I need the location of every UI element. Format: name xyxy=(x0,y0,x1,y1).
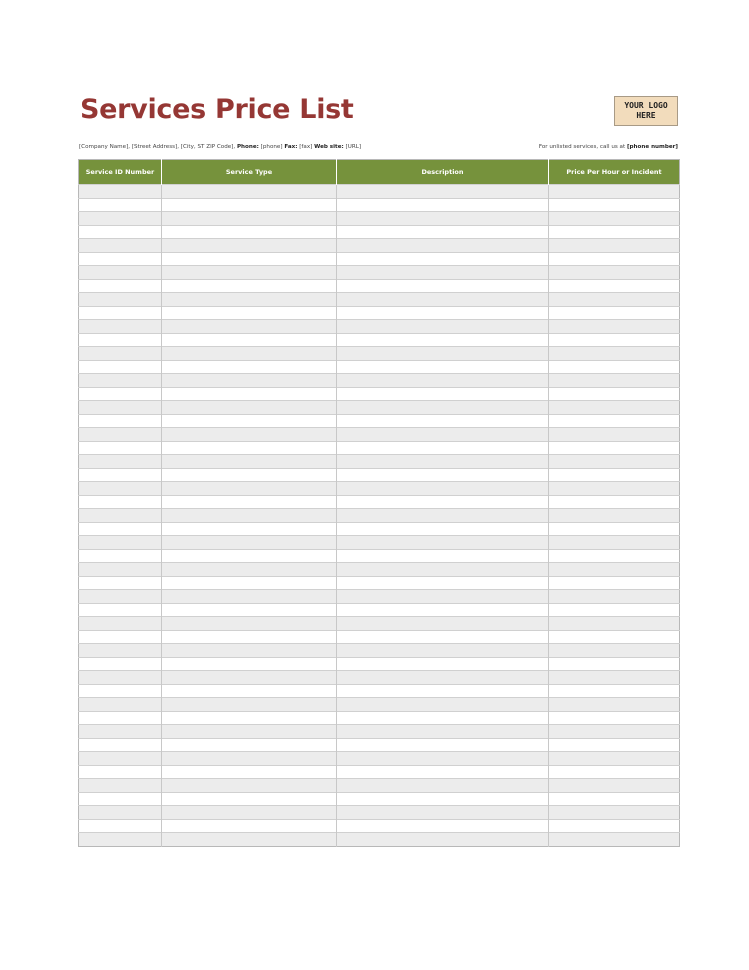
table-row xyxy=(79,387,680,401)
service-id-cell[interactable] xyxy=(79,374,162,388)
service-type-cell[interactable] xyxy=(162,576,337,590)
service-type-cell[interactable] xyxy=(162,495,337,509)
service-id-cell[interactable] xyxy=(79,455,162,469)
service-type-cell[interactable] xyxy=(162,333,337,347)
table-row xyxy=(79,738,680,752)
logo-text-line1: YOUR LOGO xyxy=(624,101,668,110)
price-cell[interactable] xyxy=(549,212,680,226)
service-id-cell[interactable] xyxy=(79,819,162,833)
price-cell[interactable] xyxy=(549,806,680,820)
table-row xyxy=(79,239,680,253)
service-id-cell[interactable] xyxy=(79,360,162,374)
table-row xyxy=(79,657,680,671)
fax-label: Fax: xyxy=(284,144,298,150)
service-type-cell[interactable] xyxy=(162,617,337,631)
description-cell[interactable] xyxy=(337,347,549,361)
table-row xyxy=(79,819,680,833)
service-type-cell[interactable] xyxy=(162,320,337,334)
description-cell[interactable] xyxy=(337,455,549,469)
service-id-cell[interactable] xyxy=(79,738,162,752)
description-cell[interactable] xyxy=(337,293,549,307)
price-cell[interactable] xyxy=(549,738,680,752)
service-type-cell[interactable] xyxy=(162,185,337,199)
service-id-cell[interactable] xyxy=(79,293,162,307)
price-cell[interactable] xyxy=(549,198,680,212)
description-cell[interactable] xyxy=(337,671,549,685)
service-id-cell[interactable] xyxy=(79,833,162,847)
service-id-cell[interactable] xyxy=(79,752,162,766)
service-type-cell[interactable] xyxy=(162,684,337,698)
logo-placeholder xyxy=(614,96,678,126)
unlisted-note-phone: [phone number] xyxy=(626,144,678,150)
description-cell[interactable] xyxy=(337,360,549,374)
description-cell[interactable] xyxy=(337,833,549,847)
service-id-cell[interactable] xyxy=(79,711,162,725)
price-cell[interactable] xyxy=(549,617,680,631)
service-type-cell[interactable] xyxy=(162,360,337,374)
description-cell[interactable] xyxy=(337,765,549,779)
description-cell[interactable] xyxy=(337,333,549,347)
service-id-cell[interactable] xyxy=(79,320,162,334)
table-row xyxy=(79,671,680,685)
table-row xyxy=(79,644,680,658)
service-type-cell[interactable] xyxy=(162,711,337,725)
service-id-cell[interactable] xyxy=(79,590,162,604)
table-row xyxy=(79,752,680,766)
description-cell[interactable] xyxy=(337,185,549,199)
description-cell[interactable] xyxy=(337,252,549,266)
description-cell[interactable] xyxy=(337,563,549,577)
description-cell[interactable] xyxy=(337,320,549,334)
price-cell[interactable] xyxy=(549,671,680,685)
table-row xyxy=(79,401,680,415)
service-type-cell[interactable] xyxy=(162,671,337,685)
description-cell[interactable] xyxy=(337,441,549,455)
table-row xyxy=(79,806,680,820)
service-type-cell[interactable] xyxy=(162,212,337,226)
table-row xyxy=(79,522,680,536)
service-id-cell[interactable] xyxy=(79,279,162,293)
table-row xyxy=(79,698,680,712)
service-id-cell[interactable] xyxy=(79,509,162,523)
price-cell[interactable] xyxy=(549,495,680,509)
company-info-line xyxy=(79,144,361,150)
table-row xyxy=(79,198,680,212)
price-cell[interactable] xyxy=(549,657,680,671)
service-type-cell[interactable] xyxy=(162,590,337,604)
description-cell[interactable] xyxy=(337,590,549,604)
price-cell[interactable] xyxy=(549,779,680,793)
table-header-row xyxy=(79,160,680,185)
table-row xyxy=(79,725,680,739)
service-type-cell[interactable] xyxy=(162,293,337,307)
description-cell[interactable] xyxy=(337,576,549,590)
column-header-service-type: Service Type xyxy=(162,160,337,185)
table-row xyxy=(79,536,680,550)
price-cell[interactable] xyxy=(549,360,680,374)
table-row xyxy=(79,414,680,428)
table-row xyxy=(79,779,680,793)
price-cell[interactable] xyxy=(549,590,680,604)
column-header-price: Price Per Hour or Incident xyxy=(549,160,680,185)
table-row xyxy=(79,252,680,266)
service-id-cell[interactable] xyxy=(79,792,162,806)
price-cell[interactable] xyxy=(549,603,680,617)
service-type-cell[interactable] xyxy=(162,482,337,496)
description-cell[interactable] xyxy=(337,536,549,550)
table-row xyxy=(79,603,680,617)
description-cell[interactable] xyxy=(337,819,549,833)
service-type-cell[interactable] xyxy=(162,374,337,388)
table-row xyxy=(79,374,680,388)
service-id-cell[interactable] xyxy=(79,536,162,550)
price-cell[interactable] xyxy=(549,819,680,833)
price-cell[interactable] xyxy=(549,279,680,293)
fax-value: [fax] xyxy=(299,144,313,150)
description-cell[interactable] xyxy=(337,239,549,253)
table-row xyxy=(79,576,680,590)
column-header-service-id: Service ID Number xyxy=(79,160,162,185)
price-cell[interactable] xyxy=(549,536,680,550)
description-cell[interactable] xyxy=(337,401,549,415)
service-type-cell[interactable] xyxy=(162,657,337,671)
description-cell[interactable] xyxy=(337,374,549,388)
service-type-cell[interactable] xyxy=(162,549,337,563)
table-row xyxy=(79,563,680,577)
table-row xyxy=(79,279,680,293)
logo-text-line2: HERE xyxy=(636,111,656,120)
price-cell[interactable] xyxy=(549,455,680,469)
price-cell[interactable] xyxy=(549,333,680,347)
website-label: Web site: xyxy=(314,144,344,150)
service-type-cell[interactable] xyxy=(162,401,337,415)
service-type-cell[interactable] xyxy=(162,779,337,793)
price-cell[interactable] xyxy=(549,468,680,482)
price-cell[interactable] xyxy=(549,374,680,388)
service-id-cell[interactable] xyxy=(79,644,162,658)
price-cell[interactable] xyxy=(549,414,680,428)
service-id-cell[interactable] xyxy=(79,212,162,226)
description-cell[interactable] xyxy=(337,644,549,658)
service-type-cell[interactable] xyxy=(162,441,337,455)
price-cell[interactable] xyxy=(549,252,680,266)
service-type-cell[interactable] xyxy=(162,225,337,239)
service-type-cell[interactable] xyxy=(162,725,337,739)
price-cell[interactable] xyxy=(549,698,680,712)
price-cell[interactable] xyxy=(549,239,680,253)
description-cell[interactable] xyxy=(337,617,549,631)
price-cell[interactable] xyxy=(549,482,680,496)
service-type-cell[interactable] xyxy=(162,266,337,280)
service-id-cell[interactable] xyxy=(79,401,162,415)
service-id-cell[interactable] xyxy=(79,198,162,212)
price-cell[interactable] xyxy=(549,522,680,536)
service-type-cell[interactable] xyxy=(162,752,337,766)
service-type-cell[interactable] xyxy=(162,522,337,536)
service-id-cell[interactable] xyxy=(79,387,162,401)
column-header-description: Description xyxy=(337,160,549,185)
table-row xyxy=(79,630,680,644)
price-cell[interactable] xyxy=(549,752,680,766)
description-cell[interactable] xyxy=(337,711,549,725)
table-row xyxy=(79,266,680,280)
table-row xyxy=(79,293,680,307)
table-row xyxy=(79,347,680,361)
phone-value: [phone] xyxy=(260,144,283,150)
price-cell[interactable] xyxy=(549,266,680,280)
description-cell[interactable] xyxy=(337,779,549,793)
service-id-cell[interactable] xyxy=(79,333,162,347)
description-cell[interactable] xyxy=(337,549,549,563)
description-cell[interactable] xyxy=(337,225,549,239)
table-row xyxy=(79,495,680,509)
service-type-cell[interactable] xyxy=(162,387,337,401)
service-id-cell[interactable] xyxy=(79,671,162,685)
description-cell[interactable] xyxy=(337,266,549,280)
description-cell[interactable] xyxy=(337,684,549,698)
price-cell[interactable] xyxy=(549,401,680,415)
service-id-cell[interactable] xyxy=(79,549,162,563)
table-row xyxy=(79,185,680,199)
service-type-cell[interactable] xyxy=(162,198,337,212)
table-row xyxy=(79,212,680,226)
description-cell[interactable] xyxy=(337,792,549,806)
service-id-cell[interactable] xyxy=(79,684,162,698)
description-cell[interactable] xyxy=(337,414,549,428)
price-cell[interactable] xyxy=(549,576,680,590)
price-cell[interactable] xyxy=(549,293,680,307)
price-cell[interactable] xyxy=(549,549,680,563)
table-row xyxy=(79,509,680,523)
price-cell[interactable] xyxy=(549,320,680,334)
service-id-cell[interactable] xyxy=(79,522,162,536)
description-cell[interactable] xyxy=(337,738,549,752)
service-type-cell[interactable] xyxy=(162,252,337,266)
description-cell[interactable] xyxy=(337,306,549,320)
table-row xyxy=(79,617,680,631)
table-row xyxy=(79,833,680,847)
service-id-cell[interactable] xyxy=(79,765,162,779)
service-id-cell[interactable] xyxy=(79,657,162,671)
service-id-cell[interactable] xyxy=(79,617,162,631)
price-cell[interactable] xyxy=(549,644,680,658)
unlisted-note-text: For unlisted services, call us at xyxy=(538,144,626,150)
price-cell[interactable] xyxy=(549,347,680,361)
table-row xyxy=(79,711,680,725)
service-id-cell[interactable] xyxy=(79,347,162,361)
price-cell[interactable] xyxy=(549,630,680,644)
service-id-cell[interactable] xyxy=(79,630,162,644)
service-type-cell[interactable] xyxy=(162,279,337,293)
description-cell[interactable] xyxy=(337,522,549,536)
service-type-cell[interactable] xyxy=(162,428,337,442)
table-row xyxy=(79,765,680,779)
description-cell[interactable] xyxy=(337,279,549,293)
service-type-cell[interactable] xyxy=(162,738,337,752)
table-row xyxy=(79,333,680,347)
service-type-cell[interactable] xyxy=(162,509,337,523)
page-title: Services Price List xyxy=(80,94,354,125)
service-type-cell[interactable] xyxy=(162,536,337,550)
service-id-cell[interactable] xyxy=(79,576,162,590)
service-type-cell[interactable] xyxy=(162,698,337,712)
description-cell[interactable] xyxy=(337,806,549,820)
description-cell[interactable] xyxy=(337,212,549,226)
table-row xyxy=(79,549,680,563)
website-value: [URL] xyxy=(345,144,362,150)
service-type-cell[interactable] xyxy=(162,765,337,779)
service-type-cell[interactable] xyxy=(162,563,337,577)
service-id-cell[interactable] xyxy=(79,239,162,253)
service-id-cell[interactable] xyxy=(79,428,162,442)
service-id-cell[interactable] xyxy=(79,725,162,739)
table-row xyxy=(79,428,680,442)
price-cell[interactable] xyxy=(549,387,680,401)
service-id-cell[interactable] xyxy=(79,563,162,577)
description-cell[interactable] xyxy=(337,603,549,617)
description-cell[interactable] xyxy=(337,482,549,496)
service-type-cell[interactable] xyxy=(162,819,337,833)
price-cell[interactable] xyxy=(549,306,680,320)
service-id-cell[interactable] xyxy=(79,495,162,509)
service-type-cell[interactable] xyxy=(162,455,337,469)
table-row xyxy=(79,590,680,604)
table-row xyxy=(79,482,680,496)
price-cell[interactable] xyxy=(549,792,680,806)
table-row xyxy=(79,441,680,455)
price-cell[interactable] xyxy=(549,441,680,455)
price-cell[interactable] xyxy=(549,684,680,698)
description-cell[interactable] xyxy=(337,509,549,523)
service-type-cell[interactable] xyxy=(162,306,337,320)
service-type-cell[interactable] xyxy=(162,414,337,428)
service-id-cell[interactable] xyxy=(79,779,162,793)
table-row xyxy=(79,360,680,374)
price-cell[interactable] xyxy=(549,509,680,523)
description-cell[interactable] xyxy=(337,698,549,712)
description-cell[interactable] xyxy=(337,428,549,442)
service-id-cell[interactable] xyxy=(79,414,162,428)
service-type-cell[interactable] xyxy=(162,603,337,617)
service-type-cell[interactable] xyxy=(162,792,337,806)
table-row xyxy=(79,792,680,806)
service-id-cell[interactable] xyxy=(79,225,162,239)
service-type-cell[interactable] xyxy=(162,833,337,847)
service-type-cell[interactable] xyxy=(162,347,337,361)
price-table xyxy=(78,159,680,847)
table-row xyxy=(79,225,680,239)
table-row xyxy=(79,684,680,698)
service-id-cell[interactable] xyxy=(79,266,162,280)
phone-label: Phone: xyxy=(236,144,259,150)
table-body xyxy=(79,185,680,847)
table-row xyxy=(79,306,680,320)
service-id-cell[interactable] xyxy=(79,482,162,496)
table-row xyxy=(79,468,680,482)
description-cell[interactable] xyxy=(337,657,549,671)
service-id-cell[interactable] xyxy=(79,252,162,266)
service-id-cell[interactable] xyxy=(79,603,162,617)
service-id-cell[interactable] xyxy=(79,441,162,455)
description-cell[interactable] xyxy=(337,198,549,212)
price-cell[interactable] xyxy=(549,725,680,739)
price-cell[interactable] xyxy=(549,833,680,847)
description-cell[interactable] xyxy=(337,468,549,482)
description-cell[interactable] xyxy=(337,752,549,766)
description-cell[interactable] xyxy=(337,725,549,739)
price-cell[interactable] xyxy=(549,185,680,199)
unlisted-services-note xyxy=(539,144,678,150)
price-cell[interactable] xyxy=(549,765,680,779)
service-type-cell[interactable] xyxy=(162,630,337,644)
service-type-cell[interactable] xyxy=(162,644,337,658)
description-cell[interactable] xyxy=(337,387,549,401)
price-cell[interactable] xyxy=(549,225,680,239)
company-address: [Company Name], [Street Address], [City, ST ZIP Code], xyxy=(79,144,236,150)
service-type-cell[interactable] xyxy=(162,806,337,820)
price-cell[interactable] xyxy=(549,428,680,442)
service-type-cell[interactable] xyxy=(162,468,337,482)
service-type-cell[interactable] xyxy=(162,239,337,253)
price-cell[interactable] xyxy=(549,711,680,725)
description-cell[interactable] xyxy=(337,630,549,644)
service-id-cell[interactable] xyxy=(79,306,162,320)
price-cell[interactable] xyxy=(549,563,680,577)
table-row xyxy=(79,455,680,469)
service-id-cell[interactable] xyxy=(79,806,162,820)
service-id-cell[interactable] xyxy=(79,468,162,482)
service-id-cell[interactable] xyxy=(79,185,162,199)
service-id-cell[interactable] xyxy=(79,698,162,712)
description-cell[interactable] xyxy=(337,495,549,509)
table-row xyxy=(79,320,680,334)
